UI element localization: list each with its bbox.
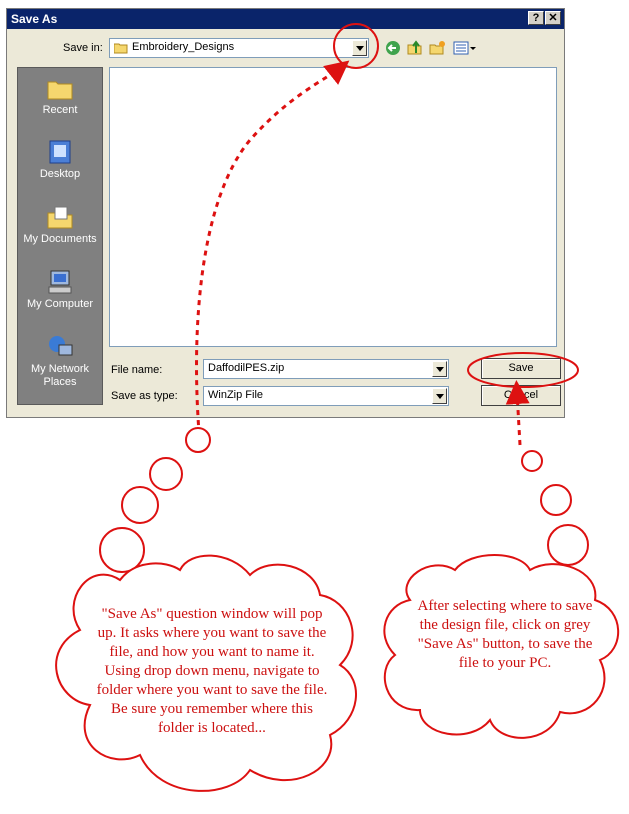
arrow-to-save-button [517,392,520,445]
save-as-type-label: Save as type: [111,390,178,402]
place-label: Recent [42,104,78,116]
arrow-to-dropdown [197,68,340,445]
file-name-label: File name: [111,364,163,376]
save-in-value: Embroidery_Designs [132,41,235,53]
place-label: Desktop [39,168,81,180]
dialog-title: Save As [11,12,58,26]
right-annotation-text: After selecting where to save the design file, click on grey "Save As" button, to save the file to your PC. [417,598,593,671]
close-button[interactable]: ✕ [545,11,561,25]
help-button[interactable]: ? [528,11,544,25]
save-button[interactable]: Save [481,358,561,379]
save-as-type-value: WinZip File [208,389,264,401]
dropdown-highlight-circle [334,24,378,68]
left-annotation-text: "Save As" question window will pop up. It asks where you want to save the file, and how you want to name it. Using drop down menu, navigate to folder where you want to save the file. Be sure you remember where this folder is located... [96,606,328,736]
save-in-label: Save in: [63,42,103,54]
place-label: My Computer [26,298,94,310]
save-button-highlight [468,353,578,387]
right-cloud [384,451,618,738]
file-name-value: DaffodilPES.zip [208,362,285,374]
cancel-button[interactable]: Cancel [481,385,561,406]
place-label: My Network Places [30,363,90,388]
place-label: My Documents [23,233,97,245]
